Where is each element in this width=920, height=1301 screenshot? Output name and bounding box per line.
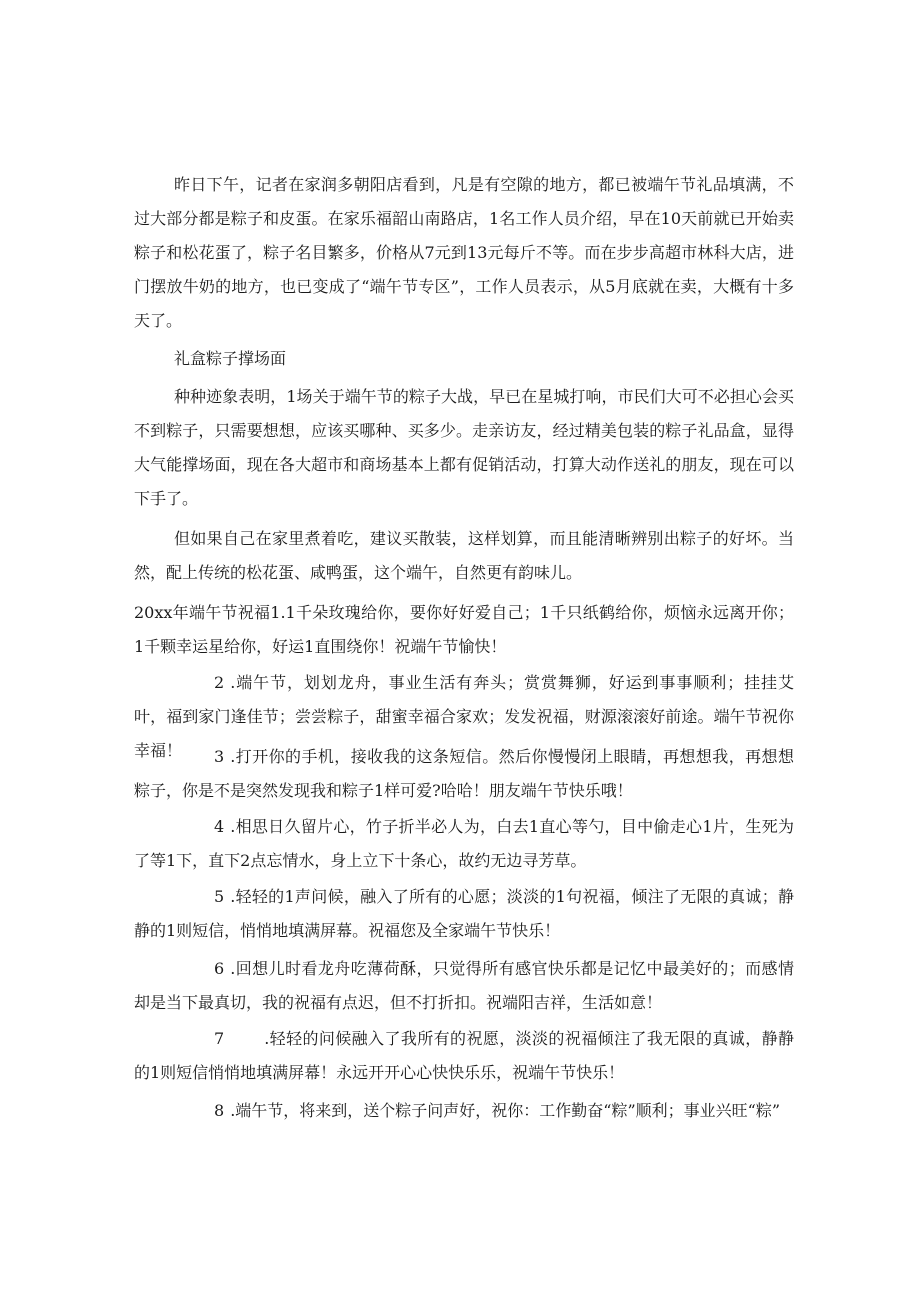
wish-text: .轻轻的1声问候，融入了所有的心愿；淡淡的1句祝福，倾注了无限的真诚；静静的1则短信，悄悄地填满屏幕。祝福您及全家端午节快乐！: [134, 887, 794, 940]
wish-number: 2: [214, 673, 225, 692]
wish-number: 8: [214, 1101, 225, 1120]
wish-item-6: [134, 952, 794, 1020]
wish-item-5: [134, 880, 794, 948]
paragraph-wishes-title: 20xx年端午节祝福1.1千朵玫瑰给你，要你好好爱自己；1千只纸鹤给你，烦恼永远离开你；1千颗幸运星给你，好运1直围绕你！祝端午节愉快！: [134, 603, 794, 656]
wish-number: 3: [214, 747, 225, 766]
wish-text: .端午节，将来到，送个粽子问声好，祝你：工作勤奋“粽”顺利；事业兴旺“粽”: [230, 1101, 780, 1120]
wish-number: 4: [214, 817, 225, 836]
wish-item-7: [134, 1022, 794, 1090]
wish-item-8: [134, 1094, 794, 1128]
wish-text: .相思日久留片心，竹子折半必人为，白去1直心等勺，目中偷走心1片，生死为了等1下，直下2点忘情水，身上立下十条心，故约无边寻芳草。: [134, 817, 794, 870]
wish-text: .回想儿时看龙舟吃薄荷酥，只觉得所有感官快乐都是记忆中最美好的；而感情却是当下最真切，我的祝福有点迟，但不打折扣。祝端阳吉祥，生活如意！: [134, 959, 794, 1012]
wish-item-3: [134, 740, 794, 808]
paragraph-intro: 昨日下午，记者在家润多朝阳店看到，凡是有空隙的地方，都已被端午节礼品填满，不过大部分都是粽子和皮蛋。在家乐福韶山南路店，1名工作人员介绍，早在10天前就已开始卖粽子和松花蛋了，粽子名目繁多，价格从7元到13元每斤不等。而在步步高超市林科大店，进门摆放牛奶的地方，也已变成了“端午节专区”，工作人员表示，从5月底就在卖，大概有十多天了。: [134, 175, 794, 330]
section-heading: 礼盒粽子撑场面: [174, 349, 287, 368]
paragraph-gift-box: 种种迹象表明，1场关于端午节的粽子大战，早已在星城打响，市民们大可不必担心会买不到粽子，只需要想想，应该买哪种、买多少。走亲访友，经过精美包装的粽子礼品盒，显得大气能撑场面，现在各大超市和商场基本上都有促销活动，打算大动作送礼的朋友，现在可以下手了。: [134, 387, 794, 508]
wish-text: .打开你的手机，接收我的这条短信。然后你慢慢闭上眼睛，再想想我，再想想粽子，你是不是突然发现我和粽子1样可爱?哈哈！朋友端午节快乐哦！: [134, 747, 794, 800]
paragraph-bulk: 但如果自己在家里煮着吃，建议买散装，这样划算，而且能清晰辨别出粽子的好坏。当然，配上传统的松花蛋、咸鸭蛋，这个端午，自然更有韵味儿。: [134, 529, 794, 582]
wish-number: 6: [214, 959, 225, 978]
wish-number: 7: [214, 1029, 225, 1048]
wish-text: .轻轻的问候融入了我所有的祝愿，淡淡的祝福倾注了我无限的真诚，静静的1则短信悄悄地填满屏幕！永远开开心心快快乐乐，祝端午节快乐！: [134, 1029, 794, 1082]
wish-item-4: [134, 810, 794, 878]
wish-number: 5: [214, 887, 225, 906]
wish-text: .端午节，划划龙舟，事业生活有奔头；赏赏舞狮，好运到事事顺利；挂挂艾叶，福到家门逢佳节；尝尝粽子，甜蜜幸福合家欢；发发祝福，财源滚滚好前途。端午节祝你幸福！: [134, 673, 794, 760]
